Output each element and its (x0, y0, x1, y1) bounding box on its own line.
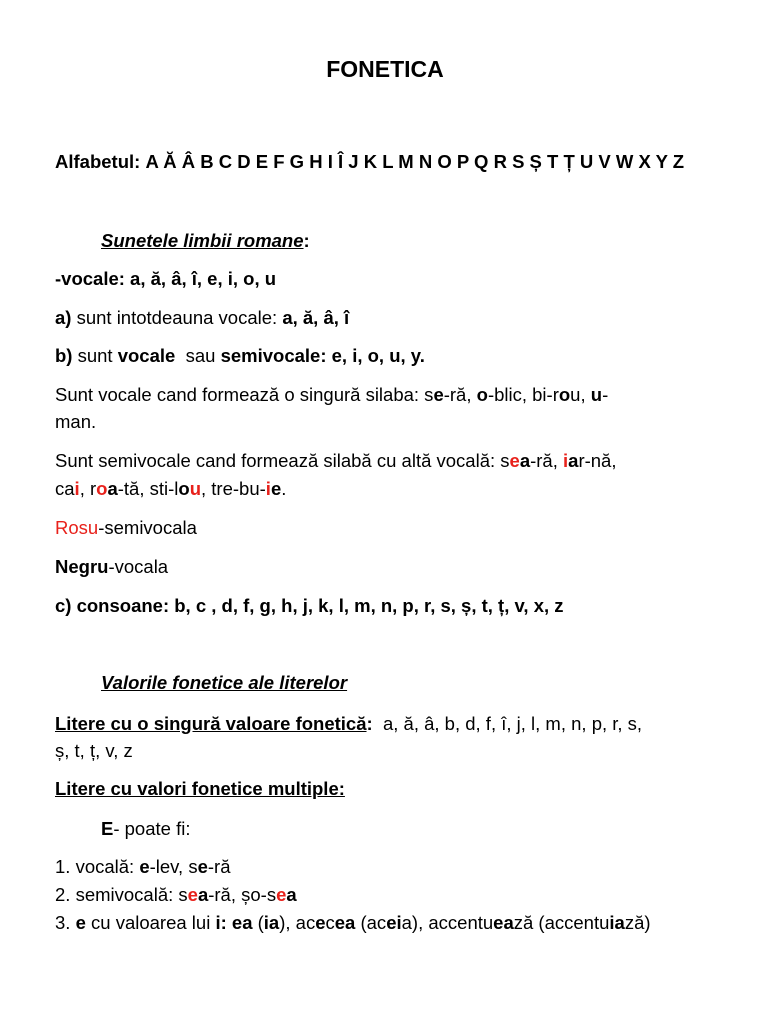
semivowel-sentence-line1 (55, 447, 616, 475)
text-run: -ră, șo-s (208, 884, 277, 905)
vowel-letter: e (139, 856, 150, 877)
vowel-letter: o (558, 384, 571, 405)
text-run: -blic, bi-r (487, 384, 559, 405)
text-run: . (281, 478, 287, 499)
e-label-text: - poate fi: (113, 818, 191, 839)
vowel-letter: o (476, 384, 488, 405)
text-run: ză) (624, 912, 651, 933)
point-b-vocale: vocale (117, 345, 176, 366)
point-a-text: sunt intotdeauna vocale: (71, 307, 283, 328)
text-run: r-nă, (578, 450, 617, 471)
vowel-sentence-line1 (55, 381, 608, 409)
text-run: - (602, 384, 609, 405)
bold-letter: ia (263, 912, 280, 933)
vowel-letter: u (590, 384, 603, 405)
point-a-label: a) (55, 307, 72, 328)
bold-letter: i (396, 912, 402, 933)
sounds-heading-colon: : (303, 230, 310, 251)
vowel-letter: a (286, 884, 297, 905)
text-run: -ră (207, 856, 231, 877)
text-run: -tă, sti-l (117, 478, 179, 499)
semivowel-letter: e (276, 884, 287, 905)
point-a-values: a, ă, â, î (282, 307, 350, 328)
point-a-line (55, 304, 349, 332)
text-run: -ră, (443, 384, 477, 405)
text-run: , r (79, 478, 97, 499)
legend-black-rest: -vocala (108, 556, 169, 577)
list-item-2 (55, 881, 297, 909)
vowel-letter: a (197, 884, 209, 905)
point-b-semivocale: semivocale: e, i, o, u, y. (220, 345, 425, 366)
multiple-values-label: Litere cu valori fonetice multiple: (55, 778, 345, 799)
point-b-label: b) (55, 345, 73, 366)
consonants-line: c) consoane: b, c , d, f, g, h, j, k, l, m, n, p, r, s, ș, t, ț, v, x, z (55, 595, 564, 616)
semivowel-letter: i (74, 478, 80, 499)
point-b-text1: sunt (72, 345, 118, 366)
bold-letter: e (386, 912, 397, 933)
vocale-line: -vocale: a, ă, â, î, e, i, o, u (55, 268, 277, 289)
vowel-letter: a (519, 450, 531, 471)
vowel-letter: e (433, 384, 444, 405)
single-value-line1 (55, 710, 642, 738)
vowel-sentence-line2: man. (55, 411, 97, 432)
vowel-letter: a (568, 450, 579, 471)
sounds-heading-line (101, 227, 310, 255)
alphabet-letters: A Ă Â B C D E F G H I Î J K L M N O P Q R S Ș T Ț U V W X Y Z (145, 151, 685, 172)
single-value-colon: : (366, 713, 373, 734)
alphabet-label: Alfabetul: (55, 151, 141, 172)
semivowel-letter: u (189, 478, 202, 499)
text-run: ca (55, 478, 75, 499)
text-run: ( (252, 912, 264, 933)
text-run: , tre-bu- (201, 478, 266, 499)
vowel-letter: e (270, 478, 282, 499)
legend-red-line (55, 514, 197, 542)
text-run: -ră, (530, 450, 563, 471)
semivowel-letter: i (265, 478, 271, 499)
text-run: cu valoarea lui (85, 912, 216, 933)
legend-black-word: Negru (55, 556, 109, 577)
vowel-letter: e (197, 856, 208, 877)
text-run: (ac (355, 912, 387, 933)
vowel-letter: o (178, 478, 190, 499)
bold-letter: e (75, 912, 86, 933)
semivowel-letter: i (563, 450, 569, 471)
text-run: 2. semivocală: s (55, 884, 188, 905)
text-run: ză (accentu (513, 912, 610, 933)
bold-letter: i: (215, 912, 227, 933)
point-b-text2: sau (175, 345, 221, 366)
text-run: c (325, 912, 335, 933)
text-run: 1. vocală: (55, 856, 140, 877)
single-value-label: Litere cu o singură valoare fonetică (55, 713, 367, 734)
text-run: Sunt semivocale cand formează silabă cu altă vocală: s (55, 450, 510, 471)
semivowel-sentence-line2 (55, 475, 286, 503)
list-item-1 (55, 853, 231, 881)
bold-letter: ea (231, 912, 253, 933)
text-run: ), accentu (411, 912, 494, 933)
sounds-heading: Sunetele limbii romane (101, 230, 304, 251)
e-label: E (101, 818, 114, 839)
e-label-line (101, 815, 190, 843)
legend-black-line (55, 553, 168, 581)
bold-letter: ea (493, 912, 514, 933)
text-run: 3. (55, 912, 76, 933)
bold-letter: e (315, 912, 326, 933)
single-value-list: a, ă, â, b, d, f, î, j, l, m, n, p, r, s, (372, 713, 643, 734)
page-title: FONETICA (326, 56, 444, 82)
semivowel-letter: e (509, 450, 520, 471)
semivowel-letter: o (96, 478, 108, 499)
vowel-letter: a (107, 478, 118, 499)
legend-red-rest: -semivocala (98, 517, 197, 538)
list-item-3 (55, 909, 651, 937)
text-run: Sunt vocale cand formează o singură silaba: s (55, 384, 434, 405)
point-b-line (55, 342, 425, 370)
text-run: a (401, 912, 412, 933)
single-value-line2: ș, t, ț, v, z (55, 740, 133, 761)
values-heading: Valorile fonetice ale literelor (101, 672, 348, 693)
text-run: ), ac (279, 912, 316, 933)
semivowel-letter: e (187, 884, 198, 905)
legend-red-word: Rosu (55, 517, 99, 538)
bold-letter: ea (334, 912, 356, 933)
text-run: u, (570, 384, 591, 405)
bold-letter: ia (609, 912, 625, 933)
text-run: -lev, s (149, 856, 198, 877)
alphabet-line (55, 148, 684, 176)
